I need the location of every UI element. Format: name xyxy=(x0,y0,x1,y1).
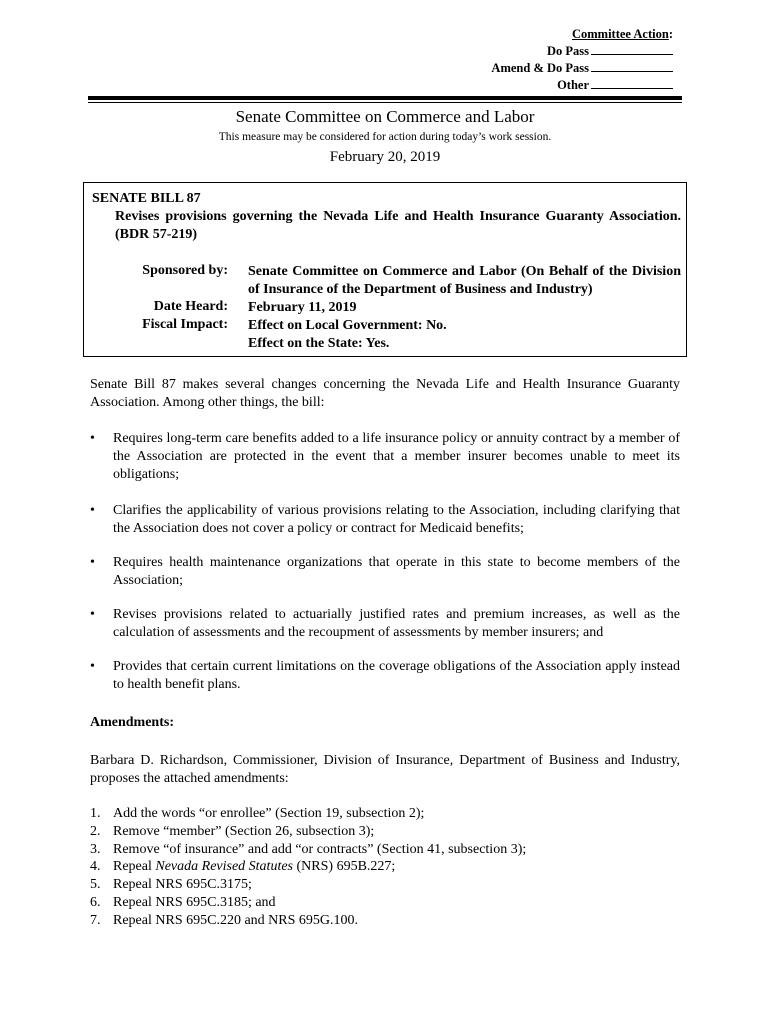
amendments-heading: Amendments: xyxy=(90,715,174,730)
item-text-italic: Nevada Revised Statutes xyxy=(155,859,294,875)
do-pass-blank xyxy=(591,43,673,55)
list-item xyxy=(90,858,680,876)
item-text xyxy=(113,858,395,876)
other-label: Other xyxy=(557,78,589,92)
fiscal-impact-state: Effect on the State: Yes. xyxy=(248,336,390,351)
list-item xyxy=(90,502,680,538)
item-number: 3. xyxy=(90,841,101,857)
bullet-icon: • xyxy=(90,659,95,674)
list-item xyxy=(90,841,680,859)
committee-action-block xyxy=(491,26,673,94)
bill-description: Revises provisions governing the Nevada Life and Health Insurance Guaranty Association. (BDR 57-219) xyxy=(115,209,681,242)
committee-action-heading: Committee Action xyxy=(571,27,669,41)
other-blank xyxy=(591,77,673,89)
do-pass-label: Do Pass xyxy=(546,44,589,58)
work-session-notice: This measure may be considered for action during today’s work session. xyxy=(218,131,552,143)
item-number: 4. xyxy=(90,859,101,875)
list-item xyxy=(90,805,680,823)
list-item xyxy=(90,606,680,642)
amendments-intro: Barbara D. Richardson, Commissioner, Division of Insurance, Department of Business and Industry, proposes the attached amendments: xyxy=(90,753,680,786)
summary-intro: Senate Bill 87 makes several changes concerning the Nevada Life and Health Insurance Guaranty Association. Among other things, the bill: xyxy=(90,377,680,410)
summary-bullet-list xyxy=(90,430,680,712)
list-item xyxy=(90,430,680,484)
header-rule-thick xyxy=(88,96,682,100)
item-text: Add the words “or enrollee” (Section 19, subsection 2); xyxy=(113,806,425,821)
item-text: Repeal NRS 695C.3175; xyxy=(113,877,252,893)
bullet-text: Provides that certain current limitations on the coverage obligations of the Association apply instead to health benefit plans. xyxy=(113,659,680,692)
bullet-text: Requires health maintenance organizations that operate in this state to become members of the Association; xyxy=(113,555,680,588)
bullet-icon: • xyxy=(90,555,95,570)
sponsored-by-value: Senate Committee on Commerce and Labor (On Behalf of the Division of Insurance of the Department of Business and Industry) xyxy=(248,264,681,297)
bullet-icon: • xyxy=(90,607,95,622)
item-number: 7. xyxy=(90,912,101,928)
bullet-text: Clarifies the applicability of various provisions relating to the Association, including clarifying that the Association does not cover a policy or contract for Medicaid benefits; xyxy=(113,503,680,536)
committee-action-colon: : xyxy=(668,27,673,41)
bill-summary-box xyxy=(83,182,687,357)
item-text: Remove “of insurance” and add “or contracts” (Section 41, subsection 3); xyxy=(113,841,527,857)
list-item xyxy=(90,894,680,912)
list-item xyxy=(90,658,680,694)
bullet-text: Revises provisions related to actuarially justified rates and premium increases, as well as the calculation of assessments and the recoupment of assessments by member insurers; and xyxy=(113,607,680,640)
date-heard-label: Date Heard: xyxy=(153,299,228,314)
amendments-list xyxy=(90,805,680,930)
item-text-pre: Repeal xyxy=(113,859,156,875)
header-rule-thin xyxy=(88,102,682,103)
item-number: 1. xyxy=(90,806,101,821)
sponsored-by-label: Sponsored by: xyxy=(142,263,228,278)
bullet-icon: • xyxy=(90,503,95,518)
bullet-icon: • xyxy=(90,431,95,446)
meeting-date: February 20, 2019 xyxy=(329,149,441,165)
list-item xyxy=(90,876,680,894)
item-text: Repeal NRS 695C.220 and NRS 695G.100. xyxy=(113,912,358,928)
amend-do-pass-blank xyxy=(591,60,673,72)
item-text: Repeal NRS 695C.3185; and xyxy=(113,894,276,910)
item-number: 6. xyxy=(90,894,101,910)
item-text: Remove “member” (Section 26, subsection 3); xyxy=(113,823,375,839)
bill-title: SENATE BILL 87 xyxy=(92,191,201,206)
list-item xyxy=(90,912,680,930)
list-item xyxy=(90,823,680,841)
item-text-post: (NRS) 695B.227; xyxy=(293,859,396,875)
committee-title: Senate Committee on Commerce and Labor xyxy=(235,107,535,126)
fiscal-impact-label: Fiscal Impact: xyxy=(142,317,228,332)
bullet-text: Requires long-term care benefits added to a life insurance policy or annuity contract by a member of the Association are protected in the event that a member insurer becomes unable to meet its obligations; xyxy=(113,431,680,482)
list-item xyxy=(90,554,680,590)
item-number: 5. xyxy=(90,877,101,893)
amend-do-pass-label: Amend & Do Pass xyxy=(491,61,589,75)
date-heard-value: February 11, 2019 xyxy=(248,300,357,315)
item-number: 2. xyxy=(90,823,101,839)
fiscal-impact-local: Effect on Local Government: No. xyxy=(248,318,447,333)
